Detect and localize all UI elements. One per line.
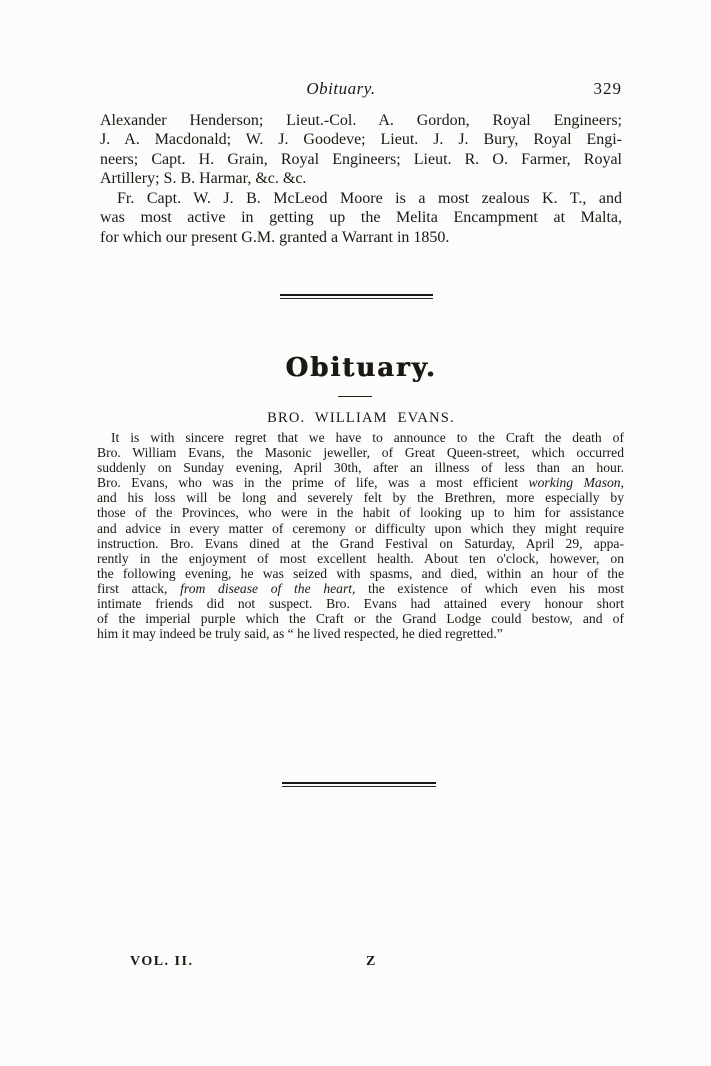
page-footer [100, 954, 622, 974]
text-line: suddenly on Sunday evening, April 30th, after an illness of less than an hour. [97, 460, 624, 476]
heading-underline-dash [338, 396, 372, 397]
continuation-paragraph-1 [100, 111, 622, 189]
continuation-paragraph-2 [100, 189, 622, 247]
text-line: those of the Provinces, who were in the habit of looking up to him for assistance [97, 505, 624, 521]
page-number: 329 [593, 79, 622, 98]
text-line: the following evening, he was seized with spasms, and died, within an hour of the [97, 565, 624, 581]
text-line: Fr. Capt. W. J. B. McLeod Moore is a most zealous K. T., and [117, 190, 622, 207]
text-line: rently in the enjoyment of most excellent health. About ten o'clock, however, on [97, 550, 624, 566]
text-line: Bro. William Evans, the Masonic jeweller, of Great Queen-street, which occurred [97, 445, 624, 461]
obituary-body-paragraph [97, 430, 624, 641]
text-line: Artillery; S. B. Harmar, &c. &c. [100, 170, 307, 188]
text-line: for which our present G.M. granted a Warrant in 1850. [100, 228, 450, 246]
text-line: J. A. Macdonald; W. J. Goodeve; Lieut. J. J. Bury, Royal Engi- [100, 131, 622, 149]
text-line: Bro. Evans, who was in the prime of life, was a most efficient working Mason, [97, 475, 624, 491]
text-line: was most active in getting up the Melita Encampment at Malta, [100, 209, 622, 227]
printer-signature-mark: Z [366, 954, 377, 969]
text-line: It is with sincere regret that we have to announce to the Craft the death of [111, 430, 624, 445]
obituary-subheading: BRO. WILLIAM EVANS. [267, 410, 455, 426]
volume-label: VOL. II. [130, 954, 194, 969]
text-line: first attack, from disease of the heart, the existence of which even his most [97, 580, 625, 596]
obituary-section-heading: Obituary. [285, 353, 437, 383]
text-line: Alexander Henderson; Lieut.-Col. A. Gordon, Royal Engineers; [100, 112, 622, 129]
text-line: of the imperial purple which the Craft or the Grand Lodge could bestow, and of [97, 611, 624, 627]
text-line: neers; Capt. H. Grain, Royal Engineers; Lieut. R. O. Farmer, Royal [100, 150, 622, 168]
text-line: instruction. Bro. Evans dined at the Grand Festival on Saturday, April 29, appa- [97, 535, 624, 551]
page-header [100, 79, 622, 101]
running-header-title: Obituary. [306, 79, 376, 98]
closing-divider-rule [282, 782, 436, 787]
text-line: intimate friends did not suspect. Bro. Evans had attained every honour short [97, 596, 624, 612]
section-divider-rule [280, 294, 433, 299]
text-line: him it may indeed be truly said, as “ he lived respected, he died regretted.” [97, 626, 503, 642]
text-line: and his loss will be long and severely felt by the Brethren, more especially by [97, 490, 624, 506]
text-line: and advice in every matter of ceremony or difficulty upon which they might require [97, 520, 624, 536]
